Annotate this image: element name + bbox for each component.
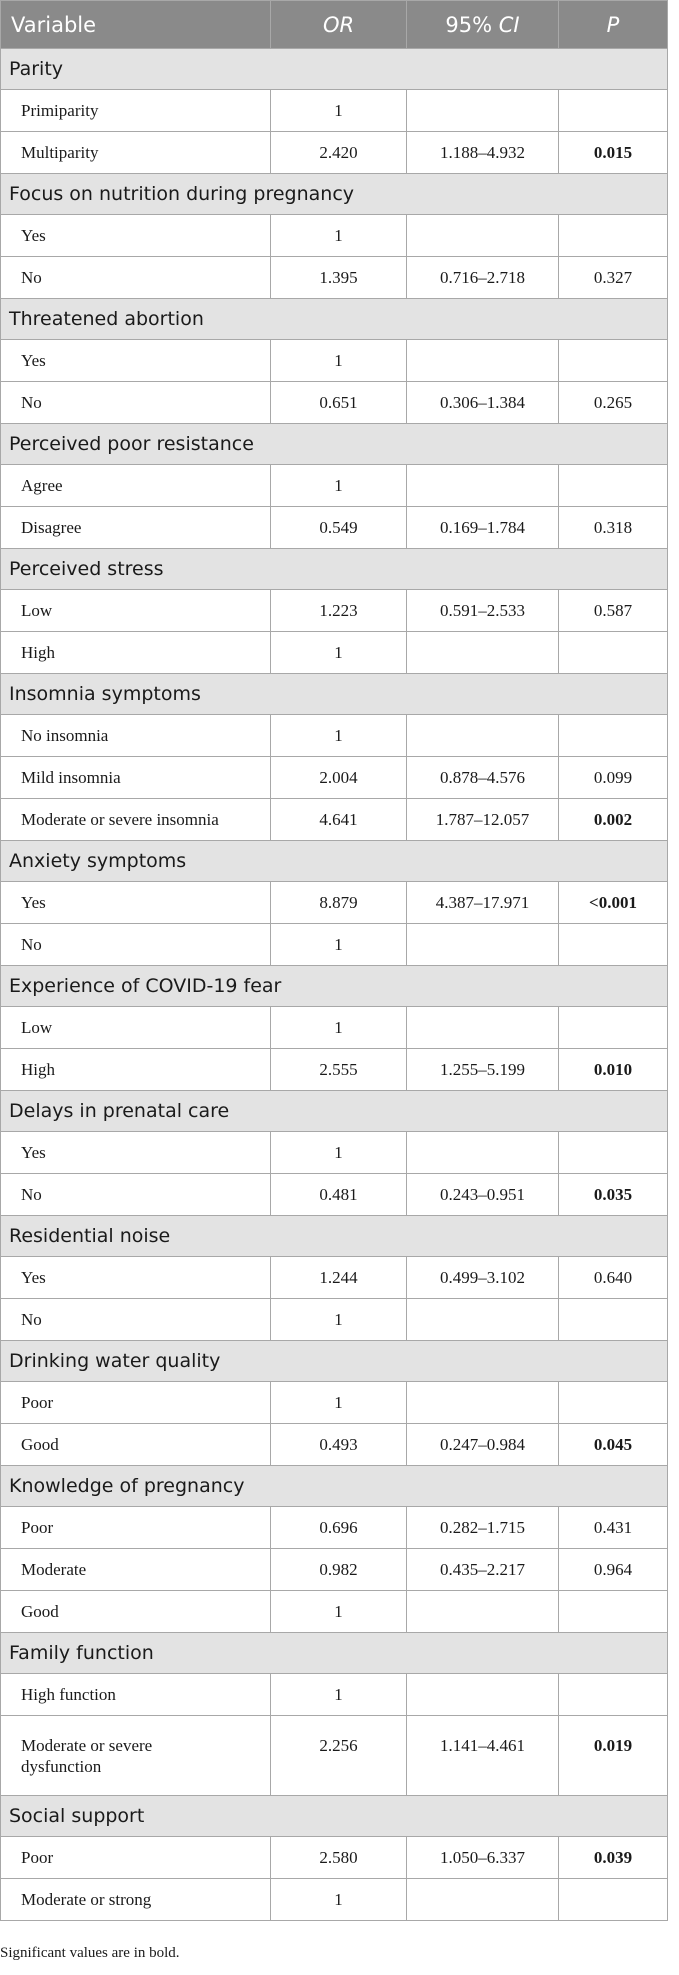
row-ci: 0.716–2.718	[407, 257, 559, 299]
row-label: Poor	[1, 1837, 271, 1879]
group-row-water	[1, 1341, 668, 1382]
header-ci-prefix: 95%	[445, 12, 499, 37]
row-ci: 0.169–1.784	[407, 507, 559, 549]
row-ci	[407, 1591, 559, 1633]
row-ci: 0.878–4.576	[407, 757, 559, 799]
row-or: 1	[271, 632, 407, 674]
row-or: 1	[271, 215, 407, 257]
row-label: Multiparity	[1, 132, 271, 174]
row-ci	[407, 1132, 559, 1174]
row-ci: 1.141–4.461	[407, 1716, 559, 1796]
row-label: Moderate or strong	[1, 1879, 271, 1921]
row-or: 0.493	[271, 1424, 407, 1466]
group-row-social	[1, 1796, 668, 1837]
header-ci-suffix: CI	[498, 12, 520, 37]
row-ci: 0.306–1.384	[407, 382, 559, 424]
row-label: High	[1, 632, 271, 674]
row-label: Yes	[1, 1257, 271, 1299]
header-ci	[407, 1, 559, 49]
row-ci	[407, 215, 559, 257]
row-or: 1	[271, 1299, 407, 1341]
table-row	[1, 590, 668, 632]
table-row	[1, 1716, 668, 1796]
row-or: 1	[271, 1007, 407, 1049]
row-label: Poor	[1, 1507, 271, 1549]
row-label: Low	[1, 1007, 271, 1049]
header-or: OR	[271, 1, 407, 49]
group-title: Perceived stress	[1, 549, 668, 590]
row-or: 0.696	[271, 1507, 407, 1549]
row-or: 1	[271, 1591, 407, 1633]
row-label: Primiparity	[1, 90, 271, 132]
row-p	[559, 1879, 668, 1921]
row-p: 0.640	[559, 1257, 668, 1299]
row-label: Moderate or severe insomnia	[1, 799, 271, 841]
row-ci: 0.243–0.951	[407, 1174, 559, 1216]
group-row-stress	[1, 549, 668, 590]
table-row	[1, 257, 668, 299]
row-or: 1	[271, 1132, 407, 1174]
row-p-significant: 0.035	[559, 1174, 668, 1216]
group-title: Drinking water quality	[1, 1341, 668, 1382]
table-row	[1, 1382, 668, 1424]
row-ci	[407, 90, 559, 132]
table-row	[1, 632, 668, 674]
row-p: 0.318	[559, 507, 668, 549]
row-p	[559, 1591, 668, 1633]
table-row	[1, 90, 668, 132]
group-title: Residential noise	[1, 1216, 668, 1257]
group-row-family	[1, 1633, 668, 1674]
row-label: Yes	[1, 882, 271, 924]
row-or: 1	[271, 715, 407, 757]
row-or: 1	[271, 465, 407, 507]
row-ci	[407, 1879, 559, 1921]
row-or: 0.549	[271, 507, 407, 549]
row-label: Good	[1, 1424, 271, 1466]
row-ci: 1.188–4.932	[407, 132, 559, 174]
row-ci	[407, 924, 559, 966]
row-p-significant: <0.001	[559, 882, 668, 924]
group-title: Anxiety symptoms	[1, 841, 668, 882]
row-label: No	[1, 1299, 271, 1341]
row-p	[559, 924, 668, 966]
row-or: 2.004	[271, 757, 407, 799]
row-ci: 0.247–0.984	[407, 1424, 559, 1466]
table-row	[1, 382, 668, 424]
row-ci: 4.387–17.971	[407, 882, 559, 924]
row-p	[559, 1382, 668, 1424]
row-label	[1, 1716, 271, 1796]
row-p: 0.099	[559, 757, 668, 799]
row-label: No	[1, 257, 271, 299]
row-label: Poor	[1, 1382, 271, 1424]
group-title: Parity	[1, 49, 668, 90]
row-ci: 0.499–3.102	[407, 1257, 559, 1299]
row-ci: 1.255–5.199	[407, 1049, 559, 1091]
row-ci	[407, 465, 559, 507]
row-ci: 1.050–6.337	[407, 1837, 559, 1879]
group-row-knowledge	[1, 1466, 668, 1507]
row-or: 2.555	[271, 1049, 407, 1091]
row-label: High	[1, 1049, 271, 1091]
row-or: 1	[271, 1674, 407, 1716]
row-ci: 0.282–1.715	[407, 1507, 559, 1549]
row-or: 1.244	[271, 1257, 407, 1299]
table-row	[1, 132, 668, 174]
row-label: No	[1, 924, 271, 966]
table-row	[1, 507, 668, 549]
group-row-poor-resistance	[1, 424, 668, 465]
table-row	[1, 1591, 668, 1633]
table-row	[1, 1257, 668, 1299]
row-or: 2.256	[271, 1716, 407, 1796]
table-row	[1, 465, 668, 507]
row-p	[559, 90, 668, 132]
table-row	[1, 799, 668, 841]
table-row	[1, 924, 668, 966]
table-row	[1, 1549, 668, 1591]
row-ci: 0.435–2.217	[407, 1549, 559, 1591]
row-ci	[407, 715, 559, 757]
row-ci: 0.591–2.533	[407, 590, 559, 632]
row-or: 0.982	[271, 1549, 407, 1591]
row-p	[559, 632, 668, 674]
row-p: 0.964	[559, 1549, 668, 1591]
row-p-significant: 0.002	[559, 799, 668, 841]
row-p	[559, 1007, 668, 1049]
group-row-threatened-abortion	[1, 299, 668, 340]
table-row	[1, 1837, 668, 1879]
group-row-parity	[1, 49, 668, 90]
group-title: Social support	[1, 1796, 668, 1837]
row-p-significant: 0.045	[559, 1424, 668, 1466]
row-label: Mild insomnia	[1, 757, 271, 799]
table-row	[1, 757, 668, 799]
row-p	[559, 1299, 668, 1341]
group-title: Focus on nutrition during pregnancy	[1, 174, 668, 215]
row-label: Moderate	[1, 1549, 271, 1591]
table-row	[1, 1424, 668, 1466]
row-or: 1	[271, 340, 407, 382]
group-row-prenatal-delay	[1, 1091, 668, 1132]
header-variable: Variable	[1, 1, 271, 49]
table-header-row	[1, 1, 668, 49]
group-title: Experience of COVID-19 fear	[1, 966, 668, 1007]
row-label: Yes	[1, 215, 271, 257]
row-ci	[407, 1674, 559, 1716]
table-row	[1, 215, 668, 257]
row-label: Disagree	[1, 507, 271, 549]
row-p-significant: 0.010	[559, 1049, 668, 1091]
table-row	[1, 1674, 668, 1716]
group-row-nutrition	[1, 174, 668, 215]
table-row	[1, 1049, 668, 1091]
group-title: Knowledge of pregnancy	[1, 1466, 668, 1507]
group-title: Perceived poor resistance	[1, 424, 668, 465]
table-row	[1, 1507, 668, 1549]
row-label: Yes	[1, 340, 271, 382]
row-or: 1	[271, 924, 407, 966]
row-or: 1	[271, 1879, 407, 1921]
table-row	[1, 1174, 668, 1216]
row-p: 0.431	[559, 1507, 668, 1549]
row-p	[559, 1132, 668, 1174]
group-title: Family function	[1, 1633, 668, 1674]
row-p	[559, 465, 668, 507]
row-ci	[407, 1382, 559, 1424]
row-p	[559, 340, 668, 382]
table-footnote: Significant values are in bold.	[0, 1945, 180, 1961]
row-p-significant: 0.015	[559, 132, 668, 174]
row-or: 2.420	[271, 132, 407, 174]
group-row-insomnia	[1, 674, 668, 715]
row-label: No insomnia	[1, 715, 271, 757]
row-or: 0.481	[271, 1174, 407, 1216]
row-label: Low	[1, 590, 271, 632]
row-ci: 1.787–12.057	[407, 799, 559, 841]
table-row	[1, 1879, 668, 1921]
table-row	[1, 1007, 668, 1049]
group-title: Threatened abortion	[1, 299, 668, 340]
row-or: 1.223	[271, 590, 407, 632]
row-or: 1	[271, 90, 407, 132]
row-ci	[407, 1007, 559, 1049]
row-label-line2: dysfunction	[21, 1756, 102, 1776]
row-or: 0.651	[271, 382, 407, 424]
table-row	[1, 715, 668, 757]
table-row	[1, 1299, 668, 1341]
table-row	[1, 340, 668, 382]
row-or: 2.580	[271, 1837, 407, 1879]
row-label: Yes	[1, 1132, 271, 1174]
row-p: 0.587	[559, 590, 668, 632]
row-or: 1	[271, 1382, 407, 1424]
row-ci	[407, 340, 559, 382]
group-row-anxiety	[1, 841, 668, 882]
header-p: P	[559, 1, 668, 49]
row-p-significant: 0.019	[559, 1716, 668, 1796]
row-p-significant: 0.039	[559, 1837, 668, 1879]
row-or: 1.395	[271, 257, 407, 299]
row-label: No	[1, 382, 271, 424]
row-or: 4.641	[271, 799, 407, 841]
row-p	[559, 1674, 668, 1716]
group-title: Delays in prenatal care	[1, 1091, 668, 1132]
row-p: 0.327	[559, 257, 668, 299]
row-ci	[407, 1299, 559, 1341]
row-label: Good	[1, 1591, 271, 1633]
row-p	[559, 215, 668, 257]
group-row-covid-fear	[1, 966, 668, 1007]
row-label: No	[1, 1174, 271, 1216]
row-or: 8.879	[271, 882, 407, 924]
table-row	[1, 1132, 668, 1174]
row-p: 0.265	[559, 382, 668, 424]
row-label-line1: Moderate or severe	[21, 1735, 153, 1755]
table-row	[1, 882, 668, 924]
row-ci	[407, 632, 559, 674]
row-p	[559, 715, 668, 757]
group-title: Insomnia symptoms	[1, 674, 668, 715]
group-row-noise	[1, 1216, 668, 1257]
row-label: High function	[1, 1674, 271, 1716]
row-label: Agree	[1, 465, 271, 507]
